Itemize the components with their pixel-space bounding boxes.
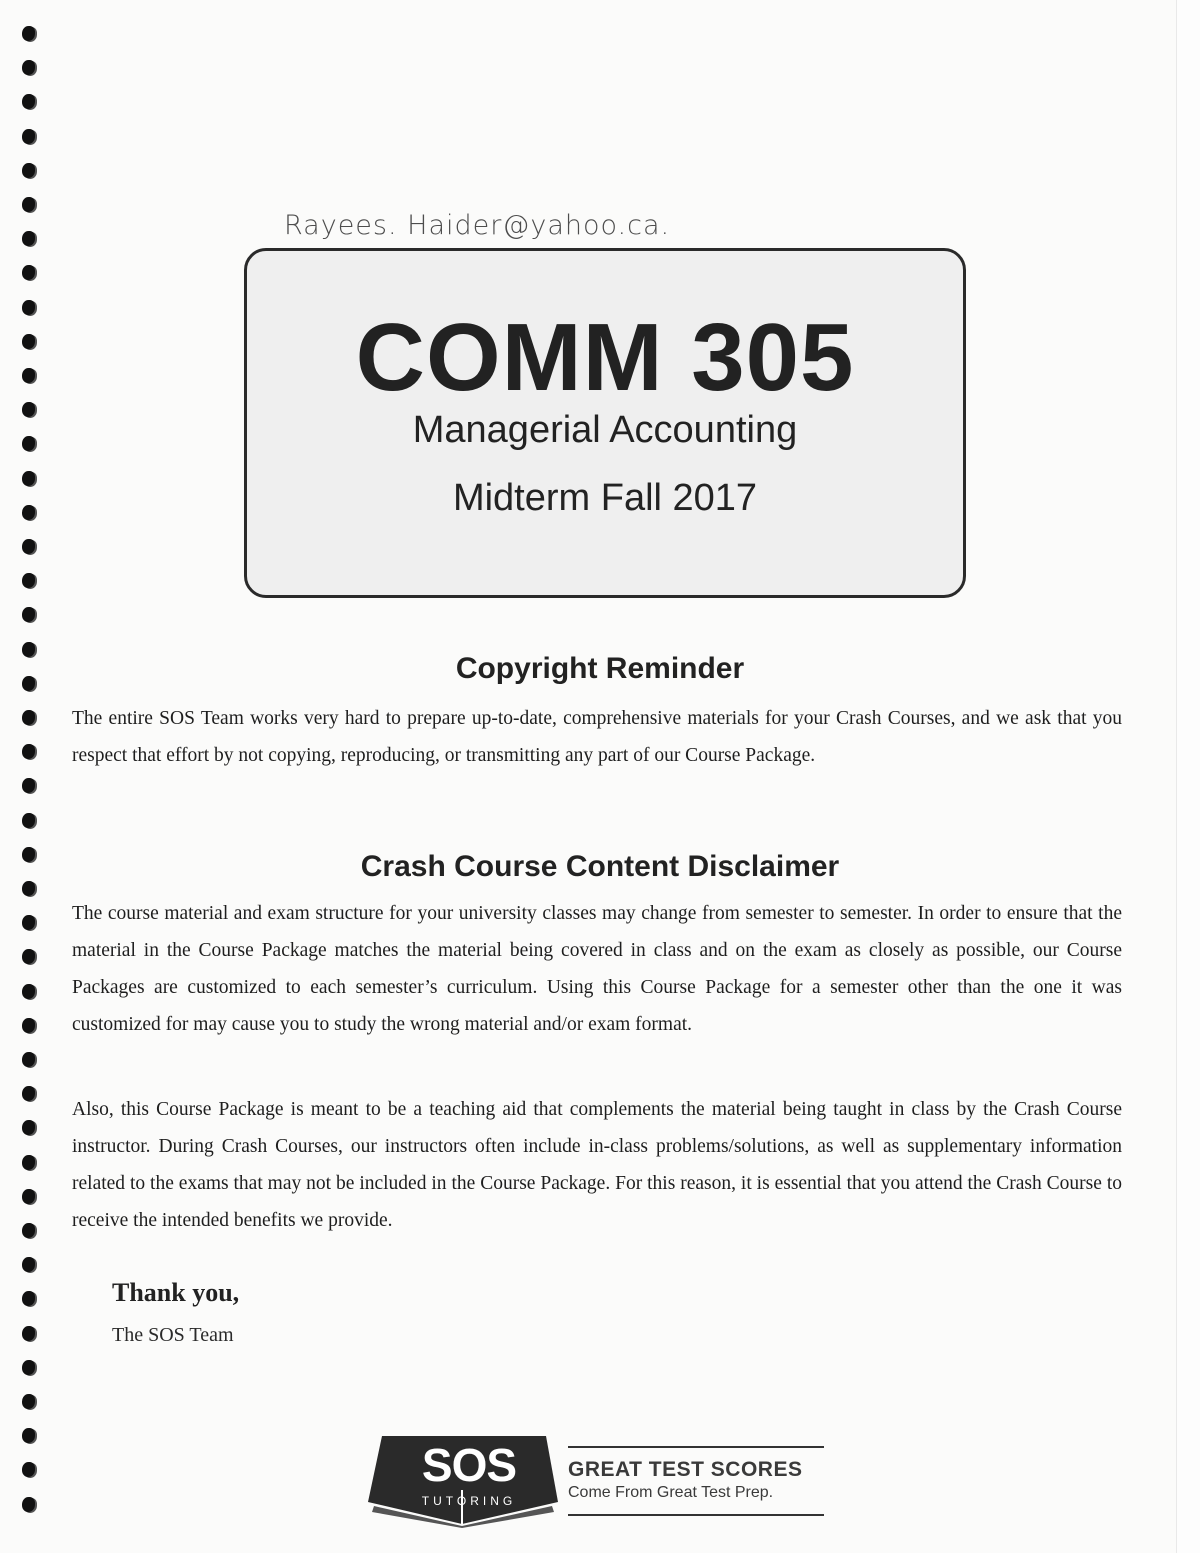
binding-hole <box>22 436 35 451</box>
spiral-binding <box>22 26 40 1526</box>
copyright-text: The entire SOS Team works very hard to prepare up-to-date, comprehensive materials for your Crash Courses, and we ask that you respect that effort by not copying, reproducing, or transmitting any part of our Course Package. <box>72 708 1122 766</box>
tagline-sub: Come From Great Test Prep. <box>568 1484 774 1501</box>
binding-hole <box>22 1223 35 1238</box>
binding-hole <box>22 744 35 759</box>
binding-hole <box>22 1018 35 1033</box>
copyright-heading: Copyright Reminder <box>455 652 745 685</box>
binding-hole <box>22 949 35 964</box>
course-name: Managerial Accounting <box>412 409 798 451</box>
footer-logo-area <box>362 1428 832 1528</box>
binding-hole <box>22 778 35 793</box>
binding-hole <box>22 607 35 622</box>
course-code: COMM 305 <box>355 304 855 411</box>
binding-hole <box>22 505 35 520</box>
tagline-divider-bottom <box>568 1514 824 1516</box>
binding-hole <box>22 539 35 554</box>
binding-hole <box>22 1326 35 1341</box>
binding-hole <box>22 1120 35 1135</box>
binding-hole <box>22 813 35 828</box>
exam-name: Midterm Fall 2017 <box>452 477 758 519</box>
binding-hole <box>22 710 35 725</box>
binding-hole <box>22 300 35 315</box>
binding-hole <box>22 1394 35 1409</box>
tagline-main: GREAT TEST SCORES <box>568 1458 803 1481</box>
binding-hole <box>22 94 35 109</box>
handwritten-email: Rayees. Haider@yahoo.ca. <box>284 210 671 241</box>
binding-hole <box>22 368 35 383</box>
title-box <box>244 248 966 598</box>
binding-hole <box>22 402 35 417</box>
signoff-text: The SOS Team <box>112 1324 234 1346</box>
binding-hole <box>22 26 35 41</box>
tagline-divider-top <box>568 1446 824 1448</box>
binding-hole <box>22 1497 35 1512</box>
binding-hole <box>22 129 35 144</box>
binding-hole <box>22 1291 35 1306</box>
binding-hole <box>22 1155 35 1170</box>
binding-hole <box>22 231 35 246</box>
disclaimer-heading: Crash Course Content Disclaimer <box>360 850 840 883</box>
binding-hole <box>22 1428 35 1443</box>
binding-hole <box>22 334 35 349</box>
binding-hole <box>22 197 35 212</box>
binding-hole <box>22 1360 35 1375</box>
logo-subtext: TUTORING <box>421 1494 517 1508</box>
binding-hole <box>22 1462 35 1477</box>
binding-hole <box>22 163 35 178</box>
binding-hole <box>22 471 35 486</box>
thanks-text: Thank you, <box>112 1278 240 1307</box>
binding-hole <box>22 1086 35 1101</box>
binding-hole <box>22 984 35 999</box>
disclaimer-paragraph-1: The course material and exam structure for your university classes may change from semester to semester. In order to ensure that the material in the Course Package matches the material being covered in class and on the exam as closely as possible, our Course Packages are customized to each semester’s curriculum. Using this Course Package for a semester other than the one it was customized for may cause you to study the wrong material and/or exam format. <box>72 903 1122 1035</box>
binding-hole <box>22 1052 35 1067</box>
binding-hole <box>22 265 35 280</box>
page-edge <box>1176 0 1200 1553</box>
binding-hole <box>22 60 35 75</box>
binding-hole <box>22 1189 35 1204</box>
binding-hole <box>22 1257 35 1272</box>
logo-text: SOS <box>421 1439 517 1491</box>
binding-hole <box>22 915 35 930</box>
disclaimer-paragraph-2: Also, this Course Package is meant to be a teaching aid that complements the material being taught in class by the Crash Course instructor. During Crash Courses, our instructors often include in-class problems/solutions, as well as supplementary information related to the exams that may not be included in the Course Package. For this reason, it is essential that you attend the Crash Course to receive the intended benefits we provide. <box>72 1099 1122 1231</box>
binding-hole <box>22 573 35 588</box>
